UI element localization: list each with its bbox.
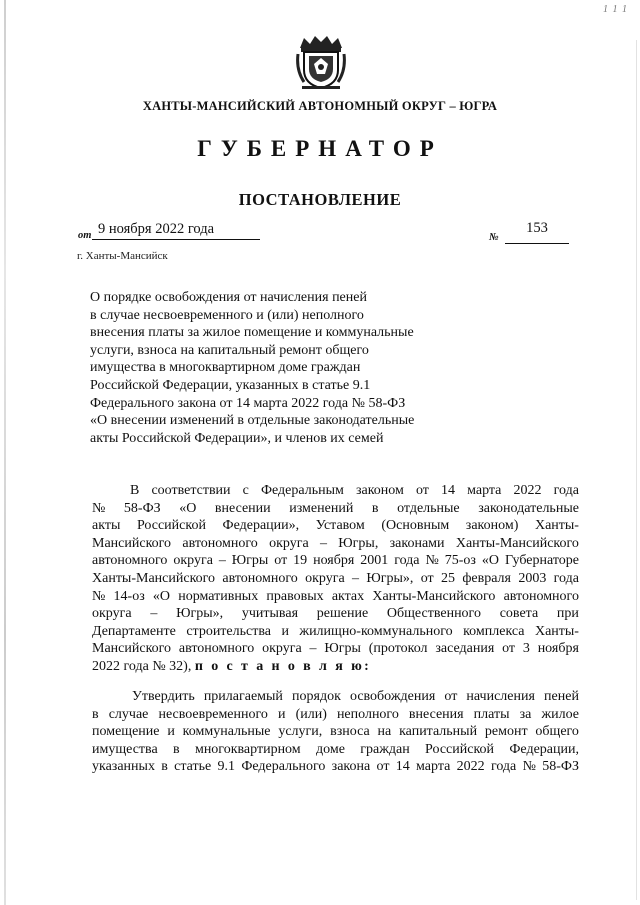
word: № bbox=[522, 759, 536, 775]
word: прилагаемый bbox=[203, 689, 283, 704]
word: Югры», bbox=[366, 570, 414, 586]
governor-title: ГУБЕРНАТОР bbox=[197, 136, 443, 161]
word: Общественного bbox=[386, 606, 481, 622]
word: неполного bbox=[336, 706, 399, 722]
word: внесения bbox=[408, 706, 464, 722]
word: учитывая bbox=[241, 606, 299, 622]
text-line-last bbox=[92, 658, 579, 676]
word: соответствии bbox=[151, 483, 231, 498]
word: «О bbox=[481, 553, 500, 569]
text-line bbox=[92, 741, 579, 759]
word: освобождения bbox=[349, 689, 436, 704]
word: Федерации», bbox=[222, 518, 300, 534]
word: Мансийского bbox=[92, 641, 172, 657]
word: года bbox=[553, 483, 579, 498]
word: В bbox=[130, 483, 140, 498]
text-line bbox=[92, 623, 579, 641]
word: Российской bbox=[136, 518, 206, 534]
word: 2022 bbox=[513, 483, 542, 498]
word: и bbox=[281, 623, 289, 639]
word: строительства bbox=[186, 623, 271, 639]
decree-word: п о с т а н о в л я ю: bbox=[194, 658, 372, 674]
word: акты bbox=[92, 518, 121, 534]
word: 3 bbox=[522, 641, 530, 657]
preamble-paragraph bbox=[92, 482, 579, 676]
number-prefix: № bbox=[489, 232, 499, 243]
word: Ханты- bbox=[534, 623, 579, 639]
word: порядок bbox=[292, 689, 341, 704]
word: коммунальные bbox=[182, 724, 271, 740]
text-line bbox=[92, 517, 579, 535]
document-date: 9 ноября 2022 года bbox=[92, 220, 260, 240]
word: 25 bbox=[440, 570, 455, 586]
word: ноября bbox=[537, 641, 579, 657]
word: решение bbox=[316, 606, 369, 622]
subject-line: услуги, взноса на капитальный ремонт общего bbox=[90, 342, 369, 358]
word: статье bbox=[174, 759, 212, 775]
word: от bbox=[420, 570, 434, 586]
word: услуги, bbox=[278, 724, 323, 740]
word: жилое bbox=[541, 706, 579, 722]
word: от bbox=[415, 483, 429, 498]
word: 75-оз bbox=[444, 553, 476, 569]
word: несвоевременного bbox=[158, 706, 268, 722]
preamble-ending: 2022 года № 32), bbox=[92, 658, 192, 674]
word: при bbox=[556, 606, 579, 622]
word: в bbox=[371, 500, 379, 516]
word: указанных bbox=[92, 759, 155, 775]
text-line bbox=[92, 605, 579, 623]
subject-line: «О внесении изменений в отдельные законодательные bbox=[90, 413, 415, 429]
subject-line: в случае несвоевременного и (или) неполного bbox=[90, 307, 364, 323]
word: закона bbox=[331, 759, 371, 775]
text-line bbox=[92, 758, 579, 776]
word: округа bbox=[92, 606, 132, 622]
word: Югры bbox=[324, 641, 361, 657]
word: в bbox=[92, 706, 99, 722]
word: комплекса bbox=[463, 623, 525, 639]
scan-edge-right bbox=[636, 40, 637, 900]
word: автономного bbox=[178, 641, 255, 657]
word: (или) bbox=[295, 706, 327, 722]
word: № bbox=[92, 588, 106, 604]
text-line bbox=[92, 723, 579, 741]
word: общего bbox=[535, 724, 579, 740]
word: взноса bbox=[330, 724, 370, 740]
word: законодательные bbox=[478, 500, 579, 516]
subject-line: внесения платы за жилое помещение и коммунальные bbox=[90, 325, 414, 341]
text-line bbox=[92, 482, 579, 500]
word: марта bbox=[416, 759, 451, 775]
region-title: ХАНТЫ-МАНСИЙСКИЙ АВТОНОМНЫЙ ОКРУГ – ЮГРА bbox=[142, 99, 498, 113]
word: года bbox=[490, 759, 517, 775]
word: Ханты-Мансийского bbox=[372, 588, 496, 604]
word: имущества bbox=[92, 741, 158, 757]
word: автономного bbox=[92, 553, 168, 569]
document-subject bbox=[90, 289, 470, 447]
word: с bbox=[242, 483, 249, 498]
text-line bbox=[92, 706, 579, 724]
word: в bbox=[173, 741, 180, 757]
word: законом bbox=[355, 483, 404, 498]
document-type: ПОСТАНОВЛЕНИЕ bbox=[238, 190, 402, 209]
word: изменений bbox=[289, 500, 354, 516]
city-name: г. Ханты-Мансийск bbox=[77, 250, 168, 262]
word: Утвердить bbox=[132, 689, 195, 704]
word: – bbox=[352, 570, 360, 586]
word: граждан bbox=[360, 741, 410, 757]
word: 58-ФЗ bbox=[123, 500, 161, 516]
word: 14 bbox=[441, 483, 455, 498]
word: Ханты- bbox=[534, 518, 579, 534]
word: – bbox=[218, 553, 226, 569]
word: Уставом bbox=[315, 518, 365, 534]
word: «О bbox=[179, 500, 197, 516]
text-line bbox=[92, 500, 579, 518]
word: актах bbox=[331, 588, 365, 604]
word: Российской bbox=[425, 741, 495, 757]
word: 58-ФЗ bbox=[542, 759, 579, 775]
word: (Основным bbox=[381, 518, 450, 534]
text-line bbox=[92, 688, 579, 706]
document-number: 153 bbox=[505, 222, 569, 244]
word: нормативных bbox=[178, 588, 259, 604]
word: внесении bbox=[214, 500, 271, 516]
subject-line: имущества в многоквартирном доме граждан bbox=[90, 360, 361, 376]
text-line bbox=[92, 535, 579, 553]
word: (протокол bbox=[368, 641, 428, 657]
word: – bbox=[309, 641, 317, 657]
word: от bbox=[376, 759, 390, 775]
word: правовых bbox=[266, 588, 324, 604]
word: 9.1 bbox=[217, 759, 236, 775]
word: № bbox=[425, 553, 439, 569]
word: и bbox=[167, 724, 175, 740]
word: капитальный bbox=[399, 724, 478, 740]
word: Губернаторе bbox=[504, 553, 579, 569]
word: и bbox=[277, 706, 286, 722]
word: Ханты-Мансийского bbox=[455, 535, 579, 551]
word: марта bbox=[467, 483, 502, 498]
word: года bbox=[553, 570, 579, 586]
subject-line: О порядке освобождения от начисления пеней bbox=[90, 290, 367, 305]
word: Югры», bbox=[176, 606, 224, 622]
word: 19 bbox=[293, 553, 308, 569]
word: Югры, bbox=[338, 535, 379, 551]
word: многоквартирном bbox=[194, 741, 301, 757]
subject-line: Российской Федерации, указанных в статье 9.1 bbox=[90, 377, 371, 393]
word: помещение bbox=[92, 724, 160, 740]
word: – bbox=[150, 606, 158, 622]
word: 2022 bbox=[456, 759, 485, 775]
word: от bbox=[444, 689, 458, 704]
word: округа bbox=[262, 641, 302, 657]
word: жилищно-коммунального bbox=[299, 623, 453, 639]
word: законами bbox=[389, 535, 445, 551]
word: Федерального bbox=[241, 759, 326, 775]
word: отдельные bbox=[397, 500, 460, 516]
word: округа bbox=[305, 570, 345, 586]
word: Федерации, bbox=[509, 741, 579, 757]
word: случае bbox=[108, 706, 149, 722]
word: автономного bbox=[222, 570, 298, 586]
page-corner-mark: 1 1 1 bbox=[603, 4, 628, 15]
word: пеней bbox=[544, 689, 579, 704]
word: за bbox=[519, 706, 532, 722]
word: 2003 bbox=[518, 570, 547, 586]
word: «О bbox=[152, 588, 171, 604]
word: февраля bbox=[462, 570, 511, 586]
word: начисления bbox=[466, 689, 535, 704]
date-prefix: от bbox=[78, 230, 92, 241]
word: № bbox=[92, 500, 106, 516]
word: совета bbox=[499, 606, 539, 622]
coat-of-arms-emblem-icon bbox=[296, 34, 346, 90]
word: платы bbox=[473, 706, 510, 722]
text-line bbox=[92, 588, 579, 606]
word: заседания bbox=[435, 641, 495, 657]
word: округа bbox=[173, 553, 213, 569]
word: от bbox=[274, 553, 288, 569]
word: Департаменте bbox=[92, 623, 176, 639]
word: ноября bbox=[313, 553, 355, 569]
word: на bbox=[377, 724, 392, 740]
word: автономного bbox=[182, 535, 258, 551]
word: 14 bbox=[395, 759, 410, 775]
word: ремонт bbox=[484, 724, 528, 740]
word: Федеральным bbox=[260, 483, 344, 498]
word: 2001 bbox=[360, 553, 389, 569]
word: года bbox=[394, 553, 420, 569]
word: Ханты-Мансийского bbox=[92, 570, 216, 586]
word: Югры bbox=[231, 553, 269, 569]
word: доме bbox=[315, 741, 345, 757]
word: от bbox=[502, 641, 516, 657]
word: Мансийского bbox=[92, 535, 172, 551]
word: законом) bbox=[465, 518, 519, 534]
resolution-paragraph bbox=[92, 688, 579, 776]
word: – bbox=[319, 535, 327, 551]
text-line bbox=[92, 552, 579, 570]
word: в bbox=[161, 759, 168, 775]
subject-line: Федерального закона от 14 марта 2022 года № 58-ФЗ bbox=[90, 395, 406, 411]
word: автономного bbox=[503, 588, 579, 604]
word: 14-оз bbox=[113, 588, 145, 604]
subject-line: акты Российской Федерации», и членов их семей bbox=[90, 430, 384, 446]
text-line bbox=[92, 570, 579, 588]
text-line bbox=[92, 640, 579, 658]
word: округа bbox=[269, 535, 309, 551]
